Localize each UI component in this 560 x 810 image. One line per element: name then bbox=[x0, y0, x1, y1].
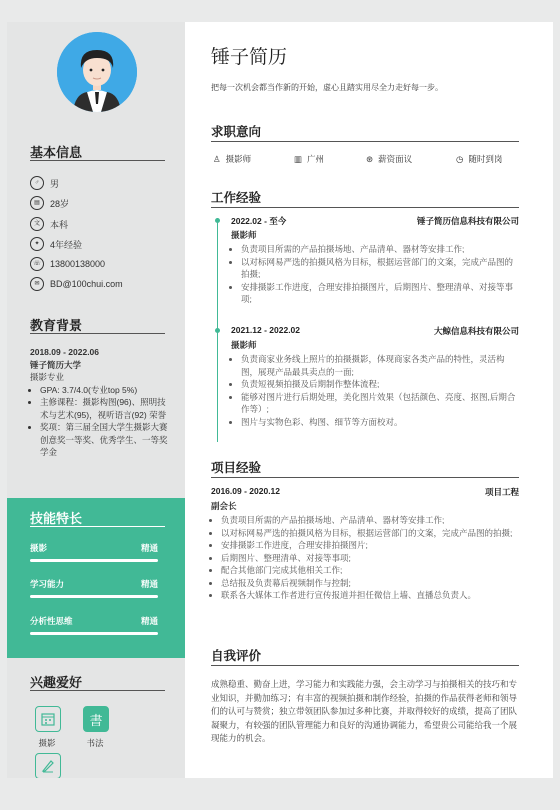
experience-icon: ✦ bbox=[30, 237, 44, 251]
list-item: • 负责商家业务线上照片的拍摄摄影，体现商家各类产品的特性，灵活构图，展现产品最具卖点的一面; bbox=[241, 353, 519, 378]
edu-school: 锤子简历大学 bbox=[30, 359, 82, 370]
job-icon: ♙ bbox=[213, 153, 221, 164]
motto: 把每一次机会都当作新的开始，虚心且踏实用尽全力走好每一步。 bbox=[211, 83, 443, 92]
self-eval-title: 自我评价 bbox=[211, 649, 262, 663]
sidebar bbox=[7, 22, 185, 778]
skill-bar bbox=[30, 632, 158, 635]
list-item: • 负责项目所需的产品拍摄场地、产品清单、器材等安排工作; bbox=[221, 514, 519, 527]
hobbies-title: 兴趣爱好 bbox=[30, 675, 83, 690]
list-item: • 后期图片、整理清单、对接等事项; bbox=[221, 552, 519, 565]
city-icon: ▥ bbox=[294, 153, 303, 164]
age-icon: ▤ bbox=[30, 196, 44, 210]
info-education: 文 本科 bbox=[30, 217, 68, 231]
intent-availability: ◷ 随时到岗 bbox=[456, 153, 503, 164]
main-content bbox=[186, 22, 532, 778]
list-item: • 安排摄影工作进度，合理安排拍摄图片，后期图片、整理清单、对接等事项; bbox=[241, 281, 519, 306]
self-eval-text: 成熟稳重、勤奋上进，学习能力和实践能力强，会主动学习与拍摄相关的技巧和专业知识，并勤加练习；有丰富的视频拍摄和制作经验，拍摄的作品获得老师和领导们的认可与赞赏；独立带领团队参加过多种比赛，并取得较好的成绩，提高了团队凝聚力，有较强的团队管理能力和良好的沟通协调能力，希望贵公司能给我一个展现能力的机会。 bbox=[211, 679, 518, 743]
skill-row: 学习能力 精通 bbox=[30, 578, 158, 590]
project-item: 2016.09 - 2020.12 项目工程 副会长 • 负责项目所需的产品拍摄场地、产品清单、器材等安排工作; • 以对标网易严选的拍摄风格为目标，根据运营部门的文案，完成产品图的拍摄; • 安排摄影工作进度，合理安排拍摄图片; • 后期图片、整理清单、对接等事项; • 配合其他部门完成其他相关工作; • 总结报及负责幕后视频制作与控制; • 联系各大媒体工作者进行宣传报道并担任微信上墙、直播总负责人。 bbox=[211, 486, 519, 602]
skills-title: 技能特长 bbox=[30, 511, 83, 526]
list-item: • 联系各大媒体工作者进行宣传报道并担任微信上墙、直播总负责人。 bbox=[221, 589, 519, 602]
skills-panel bbox=[7, 498, 185, 658]
info-age: ▤ 28岁 bbox=[30, 196, 69, 210]
education-title: 教育背景 bbox=[30, 318, 83, 333]
education-icon: 文 bbox=[30, 217, 44, 231]
divider bbox=[30, 690, 165, 691]
hobby-label: 书法 bbox=[86, 738, 104, 748]
work-item: 2022.02 - 至今 锤子简历信息科技有限公司 摄影师 • 负责项目所需的产品拍摄场地、产品清单、器材等安排工作; • 以对标网易严选的拍摄风格为目标，根据运营部门的文案，完成产品图的拍摄; • 安排摄影工作进度，合理安排拍摄图片，后期图片、整理清单、对接等事项; bbox=[231, 215, 519, 306]
divider bbox=[211, 141, 519, 142]
list-item: • 能够对图片进行后期处理，美化图片效果（包括颜色、亮度、抠图,后期合作等）; bbox=[241, 391, 519, 416]
avatar-illustration bbox=[57, 32, 137, 112]
education-block bbox=[30, 346, 170, 459]
timeline-dot bbox=[215, 328, 220, 333]
gender-icon: ♂ bbox=[30, 176, 44, 190]
intent-job: ♙ 摄影师 bbox=[213, 153, 252, 164]
avatar bbox=[57, 32, 137, 112]
edu-major: 摄影专业 bbox=[30, 372, 65, 382]
info-email: ✉ BD@100chui.com bbox=[30, 277, 123, 291]
list-item: • 负责项目所需的产品拍摄场地、产品清单、器材等安排工作; bbox=[241, 243, 519, 256]
skill-row: 分析性思维 精通 bbox=[30, 615, 158, 627]
clock-icon: ◷ bbox=[456, 153, 464, 164]
list-item: • 负责短视频拍摄及后期制作整体流程; bbox=[241, 378, 519, 391]
divider bbox=[30, 160, 165, 161]
list-item: • 安排摄影工作进度，合理安排拍摄图片; bbox=[221, 539, 519, 552]
skill-bar bbox=[30, 559, 158, 562]
phone-icon: ☏ bbox=[30, 257, 44, 271]
list-item: • 奖项：第三届全国大学生摄影大赛创意奖一等奖、优秀学生、一等奖学金 bbox=[40, 421, 170, 459]
list-item: • 以对标网易严选的拍摄风格为目标，根据运营部门的文案，完成产品图的拍摄; bbox=[221, 527, 519, 540]
basic-info-title: 基本信息 bbox=[30, 145, 83, 160]
job-intent-title: 求职意向 bbox=[211, 125, 262, 139]
hobby-label: 摄影 bbox=[38, 738, 56, 748]
divider bbox=[211, 477, 519, 478]
divider bbox=[30, 333, 165, 334]
resume-name: 锤子简历 bbox=[211, 47, 288, 68]
list-item: • 配合其他部门完成其他相关工作; bbox=[221, 564, 519, 577]
intent-salary: ⊛ 薪资面议 bbox=[366, 153, 413, 164]
skill-row: 摄影 精通 bbox=[30, 542, 158, 554]
work-item: 2021.12 - 2022.02 大鲸信息科技有限公司 摄影师 • 负责商家业务线上照片的拍摄摄影，体现商家各类产品的特性，灵活构图，展现产品最具卖点的一面; • 负责短视频拍摄及后期制作整体流程; • 能够对图片进行后期处理，美化图片效果（包括颜色、亮度、抠图,后期合作等）; • 图片与实物色彩、构图、细节等方面校对。 bbox=[231, 325, 519, 428]
list-item: • 总结报及负责幕后视频制作与控制; bbox=[221, 577, 519, 590]
divider bbox=[211, 665, 519, 666]
info-gender: ♂ 男 bbox=[30, 176, 59, 190]
list-item: • 图片与实物色彩、构图、细节等方面校对。 bbox=[241, 416, 519, 429]
edu-period: 2018.09 - 2022.06 bbox=[30, 347, 100, 357]
list-item: • 以对标网易严选的拍摄风格为目标，根据运营部门的文案，完成产品图的拍摄; bbox=[241, 256, 519, 281]
info-experience: ✦ 4年经验 bbox=[30, 237, 82, 251]
skill-bar bbox=[30, 595, 158, 598]
pen-icon bbox=[35, 753, 61, 778]
info-phone: ☏ 13800138000 bbox=[30, 257, 105, 271]
timeline-dot bbox=[215, 218, 220, 223]
divider bbox=[30, 526, 165, 527]
salary-icon: ⊛ bbox=[366, 153, 374, 164]
email-icon: ✉ bbox=[30, 277, 44, 291]
project-title: 项目经验 bbox=[211, 461, 262, 475]
divider bbox=[211, 207, 519, 208]
work-title: 工作经验 bbox=[211, 191, 262, 205]
intent-city: ▥ 广州 bbox=[294, 153, 325, 164]
calligraphy-icon: 書 bbox=[83, 706, 109, 732]
list-item: • 主修课程：摄影构图(96)、照明技术与艺术(95)，视听语言(92) 荣誉 bbox=[40, 396, 170, 421]
camera-icon bbox=[35, 706, 61, 732]
list-item: • GPA: 3.7/4.0(专业top 5%) bbox=[40, 384, 170, 397]
